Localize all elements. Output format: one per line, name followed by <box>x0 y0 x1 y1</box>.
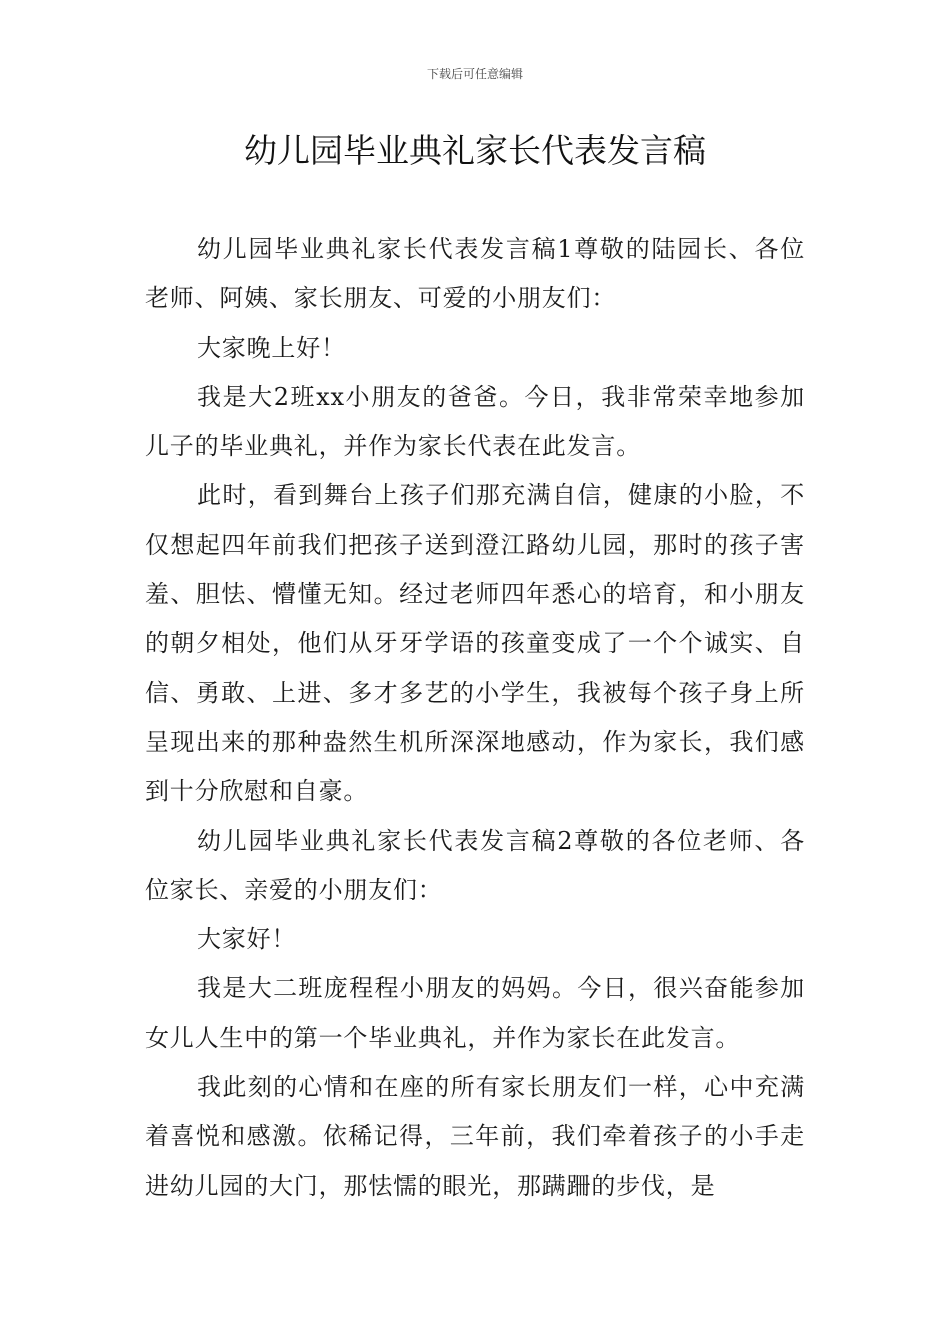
paragraph-2: 大家晚上好！ <box>197 333 346 362</box>
document-title: 幼儿园毕业典礼家长代表发言稿 <box>244 131 706 170</box>
paragraph-8: 我此刻的心情和在座的所有家长朋友们一样，心中充满着喜悦和感激。依稀记得，三年前，我们牵着孩子的小手走进幼儿园的大门，那怯懦的眼光，那蹒跚的步伐，是 <box>145 1073 805 1200</box>
paragraph-5: 幼儿园毕业典礼家长代表发言稿2尊敬的各位老师、各位家长、亲爱的小朋友们： <box>145 826 805 904</box>
header-note: 下载后可任意编辑 <box>426 67 523 81</box>
paragraph-7: 我是大二班庞程程小朋友的妈妈。今日，很兴奋能参加女儿人生中的第一个毕业典礼，并作为家长在此发言。 <box>145 974 805 1052</box>
paragraph-3: 我是大2班xx小朋友的爸爸。今日，我非常荣幸地参加儿子的毕业典礼，并作为家长代表在此发言。 <box>145 382 805 461</box>
paragraph-1: 幼儿园毕业典礼家长代表发言稿1尊敬的陆园长、各位老师、阿姨、家长朋友、可爱的小朋友们： <box>145 235 805 313</box>
paragraph-6: 大家好！ <box>197 925 297 954</box>
document-body <box>145 225 805 1211</box>
paragraph-4: 此时，看到舞台上孩子们那充满自信，健康的小脸，不仅想起四年前我们把孩子送到澄江路幼儿园，那时的孩子害羞、胆怯、懵懂无知。经过老师四年悉心的培育，和小朋友的朝夕相处，他们从牙牙学语的孩童变成了一个个诚实、自信、勇敢、上进、多才多艺的小学生，我被每个孩子身上所呈现出来的那种盎然生机所深深地感动，作为家长，我们感到十分欣慰和自豪。 <box>145 481 805 806</box>
